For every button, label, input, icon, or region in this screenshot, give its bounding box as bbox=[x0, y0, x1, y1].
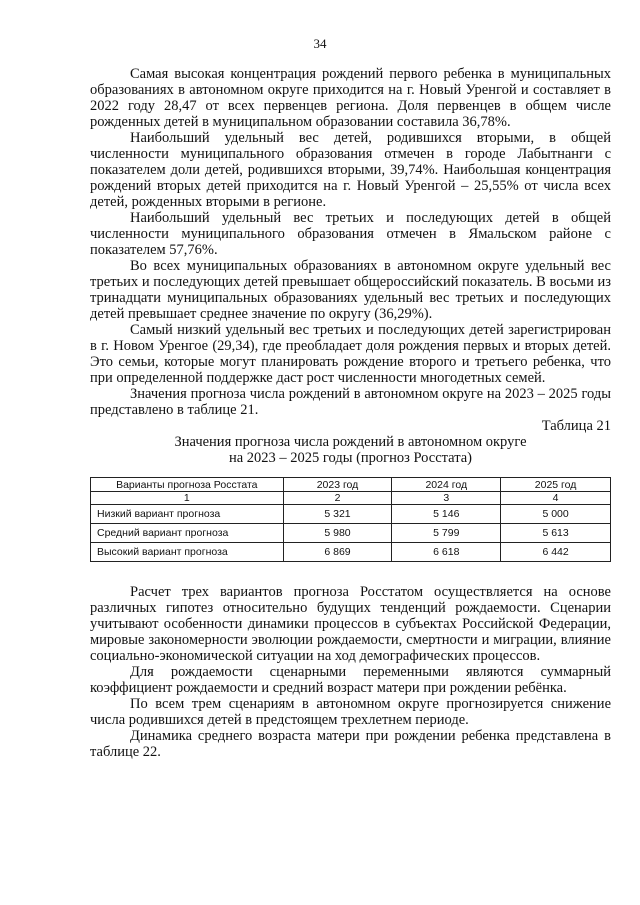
row-value: 5 146 bbox=[392, 505, 501, 524]
table-row bbox=[91, 505, 611, 524]
row-value: 6 442 bbox=[501, 543, 611, 562]
row-label: Низкий вариант прогноза bbox=[91, 505, 284, 524]
paragraph-lowest-share: Самый низкий удельный вес третьих и последующих детей зарегистрирован в г. Новом Уренгое (29,34), где преобладает доля рождения первых и вторых детей. Это семьи, которые могут планировать рождение второго и третьего ребенка, что при определенной поддержке даст рост численности многодетных семей. bbox=[90, 322, 611, 386]
row-value: 5 613 bbox=[501, 524, 611, 543]
row-value: 6 869 bbox=[283, 543, 392, 562]
row-value: 5 321 bbox=[283, 505, 392, 524]
table-title-line-2: на 2023 – 2025 годы (прогноз Росстата) bbox=[228, 450, 473, 466]
header-2024: 2024 год bbox=[392, 478, 501, 492]
table-label: Таблица 21 bbox=[541, 418, 611, 434]
row-label: Высокий вариант прогноза bbox=[91, 543, 284, 562]
table-title bbox=[90, 434, 611, 466]
paragraph-second-child: Наибольший удельный вес детей, родившихся вторыми, в общей численности муниципального образования отмечен в городе Лабытнанги с показателем доли детей, родившихся вторыми, 39,74%. Наибольшая концентрация рождений вторых детей приходится на г. Новый Уренгой – 25,55% от числа всех детей, рожденных вторыми в регионе. bbox=[90, 130, 611, 210]
column-number: 1 bbox=[91, 492, 284, 505]
table-row bbox=[91, 543, 611, 562]
paragraph-first-child: Самая высокая концентрация рождений первого ребенка в муниципальных образованиях в автономном округе приходится на г. Новый Уренгой и составляет в 2022 году 28,47 от всех первенцев региона. Доля первенцев в общем числе рожденных детей в муниципальном образовании составила 36,78%. bbox=[90, 66, 611, 130]
paragraph-scenario-variables: Для рождаемости сценарными переменными являются суммарный коэффициент рождаемости и средний возраст матери при рождении ребёнка. bbox=[90, 664, 611, 696]
row-value: 5 000 bbox=[501, 505, 611, 524]
table-column-numbers-row bbox=[91, 492, 611, 505]
paragraph-third-child: Наибольший удельный вес третьих и последующих детей в общей численности муниципального образования отмечен в Ямальском районе с показателем 57,76%. bbox=[90, 210, 611, 258]
header-variant: Варианты прогноза Росстата bbox=[91, 478, 284, 492]
header-2025: 2025 год bbox=[501, 478, 611, 492]
row-value: 6 618 bbox=[392, 543, 501, 562]
header-2023: 2023 год bbox=[283, 478, 392, 492]
table-row bbox=[91, 524, 611, 543]
document-body bbox=[90, 66, 611, 760]
paragraph-all-municipalities: Во всех муниципальных образованиях в автономном округе удельный вес третьих и последующих детей превышает общероссийский показатель. В восьми из тринадцати муниципальных образованиях удельный вес третьих и последующих детей превышает среднее значение по округу (36,29%). bbox=[90, 258, 611, 322]
column-number: 4 bbox=[501, 492, 611, 505]
table-header-row bbox=[91, 478, 611, 492]
paragraph-table-reference: Значения прогноза числа рождений в автономном округе на 2023 – 2025 годы представлено в таблице 21. bbox=[90, 386, 611, 418]
paragraph-births-decline: По всем трем сценариям в автономном округе прогнозируется снижение числа родившихся детей в предстоящем трехлетнем периоде. bbox=[90, 696, 611, 728]
row-value: 5 980 bbox=[283, 524, 392, 543]
column-number: 3 bbox=[392, 492, 501, 505]
table-title-line-1: Значения прогноза числа рождений в автономном округе bbox=[174, 434, 527, 450]
column-number: 2 bbox=[283, 492, 392, 505]
page-number: 34 bbox=[313, 36, 327, 51]
paragraph-mother-age: Динамика среднего возраста матери при рождении ребенка представлена в таблице 22. bbox=[90, 728, 611, 760]
forecast-table bbox=[90, 477, 611, 562]
row-label: Средний вариант прогноза bbox=[91, 524, 284, 543]
paragraph-forecast-method: Расчет трех вариантов прогноза Росстатом осуществляется на основе различных гипотез относительно будущих тенденций рождаемости. Сценарии учитывают особенности динамики процессов в субъектах Российской Федерации, мировые закономерности эволюции рождаемости, смертности и миграции, влияние социально-экономической ситуации на ход демографических процессов. bbox=[90, 584, 611, 664]
row-value: 5 799 bbox=[392, 524, 501, 543]
